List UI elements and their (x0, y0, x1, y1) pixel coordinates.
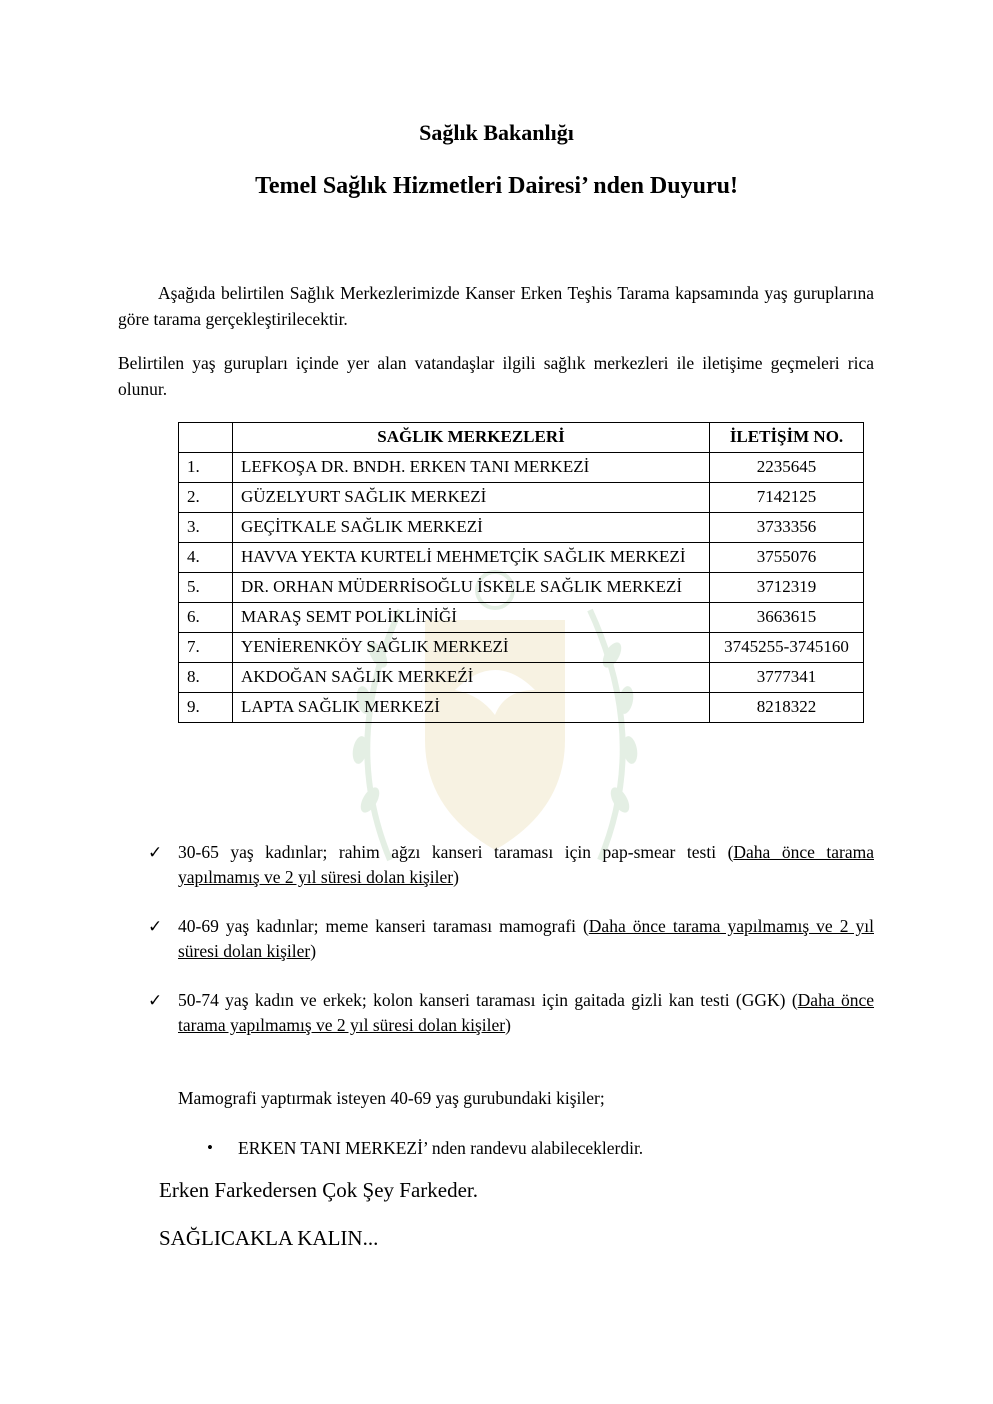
appointment-text: ERKEN TANI MERKEZİ’ nden randevu alabileceklerdir. (238, 1138, 644, 1158)
center-phone: 3745255-3745160 (710, 633, 864, 663)
screening-close: ) (453, 867, 459, 887)
row-number: 2. (179, 483, 233, 513)
center-phone: 3755076 (710, 543, 864, 573)
row-number: 6. (179, 603, 233, 633)
screening-note: Daha önce tarama yapılmamış ve 2 yıl süresi dolan kişiler (178, 916, 874, 961)
center-phone: 3663615 (710, 603, 864, 633)
table-row (179, 453, 864, 483)
screening-item-mammography (148, 914, 874, 964)
screening-close: ) (310, 941, 317, 961)
screening-note: Daha önce tarama yapılmamış ve 2 yıl süresi dolan kişiler (178, 990, 874, 1035)
screening-close: ) (505, 1015, 511, 1035)
screening-item-pap-smear (148, 840, 874, 890)
header-centers: SAĞLIK MERKEZLERİ (233, 423, 710, 453)
check-icon: ✓ (148, 843, 163, 862)
center-phone: 3777341 (710, 663, 864, 693)
mammography-intro: Mamografi yaptırmak isteyen 40-69 yaş gurubundaki kişiler; (178, 1088, 605, 1108)
check-icon: ✓ (148, 917, 163, 936)
center-name: MARAŞ SEMT POLİKLİNİĞİ (233, 603, 710, 633)
ministry-title: Sağlık Bakanlığı (419, 120, 574, 145)
intro-paragraph: Aşağıda belirtilen Sağlık Merkezlerimizde Kanser Erken Teşhis Tarama kapsamında yaş guruplarına göre tarama gerçekleştirilecektir. (118, 283, 874, 329)
center-name: AKDOĞAN SAĞLIK MERKEŹİ (233, 663, 710, 693)
center-phone: 3733356 (710, 513, 864, 543)
screening-item-colon (148, 988, 874, 1038)
screening-text: 50-74 yaş kadın ve erkek; kolon kanseri taraması için gaitada gizli kan testi (GGK) ( (178, 990, 798, 1010)
center-name: LAPTA SAĞLIK MERKEZİ (233, 693, 710, 723)
table-row (179, 483, 864, 513)
center-name: GEÇİTKALE SAĞLIK MERKEZİ (233, 513, 710, 543)
bullet-icon: • (207, 1138, 213, 1157)
screening-text: 40-69 yaş kadınlar; meme kanseri taraması mamografi ( (178, 916, 589, 936)
row-number: 5. (179, 573, 233, 603)
table-row (179, 603, 864, 633)
contact-paragraph: Belirtilen yaş gurupları içinde yer alan vatandaşlar ilgili sağlık merkezleri ile iletişime geçmeleri rica olunur. (118, 353, 874, 399)
mammography-appointment-item (207, 1138, 644, 1159)
screening-text: 30-65 yaş kadınlar; rahim ağzı kanseri taraması için pap-smear testi ( (178, 842, 734, 862)
table-row (179, 633, 864, 663)
table-row (179, 663, 864, 693)
header-number (179, 423, 233, 453)
row-number: 1. (179, 453, 233, 483)
table-row (179, 693, 864, 723)
check-icon: ✓ (148, 991, 163, 1010)
announcement-title: Temel Sağlık Hizmetleri Dairesi’ nden Duyuru! (255, 173, 738, 199)
header-contact: İLETİŞİM NO. (710, 423, 864, 453)
center-name: LEFKOŞA DR. BNDH. ERKEN TANI MERKEZİ (233, 453, 710, 483)
center-phone: 2235645 (710, 453, 864, 483)
row-number: 7. (179, 633, 233, 663)
row-number: 4. (179, 543, 233, 573)
center-name: GÜZELYURT SAĞLIK MERKEZİ (233, 483, 710, 513)
row-number: 3. (179, 513, 233, 543)
table-row (179, 543, 864, 573)
center-phone: 7142125 (710, 483, 864, 513)
center-name: HAVVA YEKTA KURTELİ MEHMETÇİK SAĞLIK MERKEZİ (233, 543, 710, 573)
center-name: YENİERENKÖY SAĞLIK MERKEZİ (233, 633, 710, 663)
row-number: 8. (179, 663, 233, 693)
screening-note: Daha önce tarama yapılmamış ve 2 yıl süresi dolan kişiler (178, 842, 874, 887)
center-phone: 3712319 (710, 573, 864, 603)
slogan: Erken Farkedersen Çok Şey Farkeder. (159, 1178, 478, 1202)
center-phone: 8218322 (710, 693, 864, 723)
table-row (179, 513, 864, 543)
table-row (179, 573, 864, 603)
table-header-row (179, 423, 864, 453)
farewell: SAĞLICAKLA KALIN... (159, 1226, 379, 1250)
health-centers-table (178, 422, 864, 723)
center-name: DR. ORHAN MÜDERRİSOĞLU İSKELE SAĞLIK MERKEZİ (233, 573, 710, 603)
row-number: 9. (179, 693, 233, 723)
